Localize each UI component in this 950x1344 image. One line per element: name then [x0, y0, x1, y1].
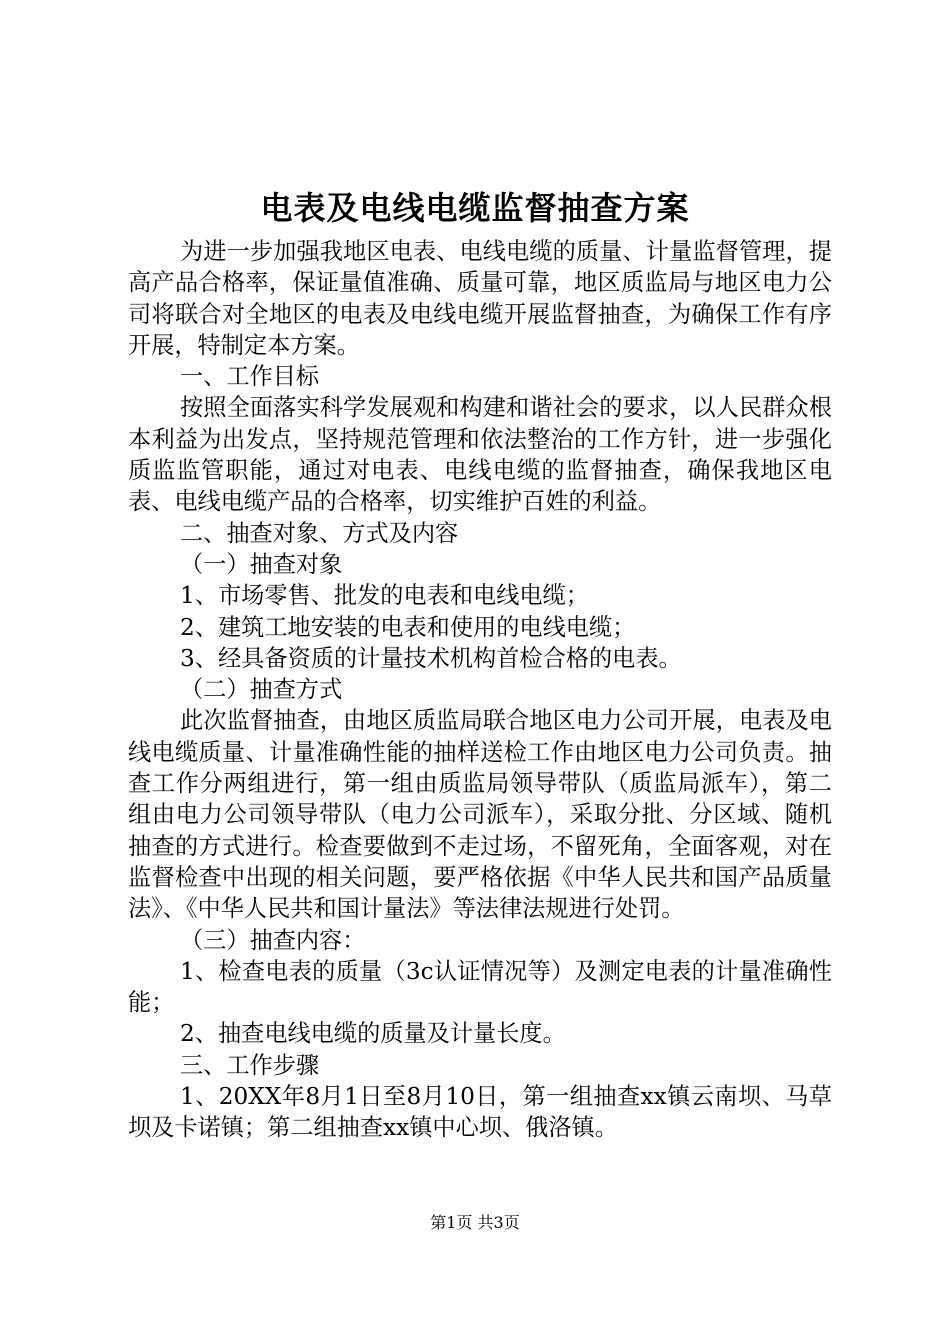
method-paragraph: 此次监督抽查，由地区质监局联合地区电力公司开展，电表及电线电缆质量、计量准确性能的抽样送检工作由地区电力公司负责。抽查工作分两组进行，第一组由质监局领导带队（质监局派车），第二组由电力公司领导带队（电力公司派车），采取分批、分区域、随机抽查的方式进行。检查要做到不走过场，不留死角，全面客观，对在监督检查中出现的相关问题，要严格依据《中华人民共和国产品质量法》、《中华人民共和国计量法》等法律法规进行处罚。	[128, 707, 832, 923]
list-item: 2、建筑工地安装的电表和使用的电线电缆；	[180, 613, 636, 641]
list-item: 2、抽查电线电缆的质量及计量长度。	[180, 1020, 566, 1048]
goal-paragraph: 按照全面落实科学发展观和构建和谐社会的要求，以人民群众根本利益为出发点，坚持规范管理和依法整治的工作方针，进一步强化质监监管职能，通过对电表、电线电缆的监督抽查，确保我地区电表、电线电缆产品的合格率，切实维护百姓的利益。	[128, 394, 832, 516]
page-footer: 第1页 共3页	[430, 1213, 520, 1232]
list-item: 1、检查电表的质量（3c认证情况等）及测定电表的计量准确性能；	[128, 957, 832, 1017]
intro-paragraph: 为进一步加强我地区电表、电线电缆的质量、计量监督管理，提高产品合格率，保证量值准确、质量可靠，地区质监局与地区电力公司将联合对全地区的电表及电线电缆开展监督抽查，为确保工作有序开展，特制定本方案。	[128, 238, 832, 359]
document-body	[128, 236, 832, 1144]
section-heading-steps: 三、工作步骤	[180, 1051, 320, 1079]
document-title: 电表及电线电缆监督抽查方案	[260, 189, 690, 227]
section-heading-goal: 一、工作目标	[180, 363, 320, 391]
section-heading-scope: 二、抽查对象、方式及内容	[180, 519, 459, 547]
subheading-method: （二）抽查方式	[180, 676, 343, 704]
list-item: 1、20XX年8月1日至8月10日，第一组抽查xx镇云南坝、马草坝及卡诺镇；第二组抽查xx镇中心坝、俄洛镇。	[128, 1083, 832, 1142]
list-item: 3、经具备资质的计量技术机构首检合格的电表。	[180, 644, 682, 672]
subheading-content: （三）抽查内容：	[180, 926, 366, 954]
list-item: 1、市场零售、批发的电表和电线电缆；	[180, 582, 589, 610]
subheading-targets: （一）抽查对象	[180, 550, 343, 578]
